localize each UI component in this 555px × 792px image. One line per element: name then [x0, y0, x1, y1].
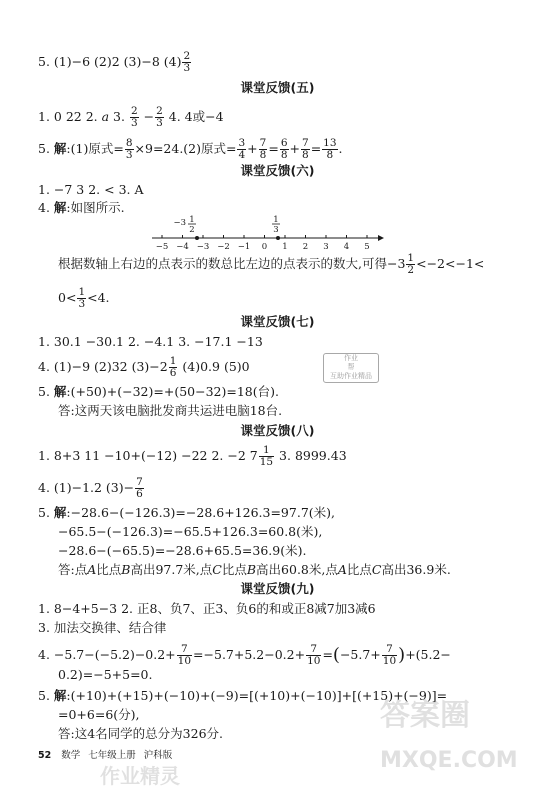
section-heading-9: 课堂反馈(九) — [240, 581, 315, 596]
plotted-point — [276, 236, 280, 240]
answer-line: 答:点A比点B高出97.7米,点C比点B高出60.8米,点A比点C高出36.9米. — [58, 562, 451, 577]
answer-line — [38, 51, 192, 74]
plotted-point — [195, 236, 199, 240]
watermark-bottom: 作业精灵 — [100, 764, 180, 788]
homework-stamp: 作业 帮 互助作业精品 — [323, 353, 379, 383]
number-line-tick-label: 4 — [343, 242, 350, 252]
fraction: $\frac{2}{3}$ — [130, 105, 138, 129]
answer-line: 答:这4名同学的总分为326分. — [58, 726, 223, 741]
answer-line: 5. 解:(1)原式= $\frac{8}{3}$ ×9=24.(2)原式= $\frac{3}{4}$ + $\frac{7}{8}$ = $\frac{6}{8}$ + $\frac{7}{8}$ = $\frac{13}{8}$ . — [38, 137, 343, 161]
answer-line: −28.6−(−65.5)=−28.6+65.5=36.9(米). — [58, 543, 307, 558]
page-footer — [38, 747, 172, 761]
point-label-num: 1 — [273, 215, 279, 225]
number-line-arrow — [378, 235, 384, 241]
number-line-tick-label: −3 — [196, 242, 210, 252]
answer-line: 3. 加法交换律、结合律 — [38, 620, 167, 635]
number-line-tick-label: 3 — [323, 242, 329, 252]
number-line-figure — [150, 214, 385, 254]
watermark-site: MXQE.COM — [380, 748, 518, 773]
answer-line: 5. 解:−28.6−(−126.3)=−28.6+126.3=97.7(米), — [38, 505, 335, 520]
number-line-tick-label: −5 — [155, 242, 169, 252]
answer-line: 根据数轴上右边的点表示的数总比左边的点表示的数大,可得−3 $\frac{1}{2}$ <−2<−1< — [58, 252, 485, 276]
edition-label: 沪科版 — [143, 750, 173, 761]
section-heading-8: 课堂反馈(八) — [240, 423, 315, 438]
grade-label: 七年级上册 — [88, 750, 136, 761]
answer-line: −65.5−(−126.3)=−65.5+126.3=60.8(米), — [58, 524, 323, 539]
answer-line: 1. 30.1 −30.1 2. −4.1 3. −17.1 −13 — [38, 334, 263, 349]
watermark-logo: 答案圈 — [380, 698, 470, 733]
number-line-tick-label: 5 — [364, 242, 370, 252]
point-label-num: 1 — [189, 215, 195, 225]
number-line-tick-label: 1 — [282, 242, 288, 252]
answer-line: =0+6=6(分), — [58, 707, 140, 722]
answer-line: 答:这两天该电脑批发商共运进电脑18台. — [58, 403, 283, 418]
answer-line: 1. 8+3 11 −10+(−12) −22 2. −2 7 $\frac{1}{15}$ 3. 8999.43 — [38, 444, 347, 468]
number-line-tick-label: 2 — [302, 242, 309, 252]
fraction: $\frac{2}{3}$ — [156, 105, 163, 129]
answer-line: 5. 解:(+50)+(−32)=+(50−32)=18(台). — [38, 384, 279, 399]
number-line-tick-label: −2 — [217, 242, 230, 252]
answer-line: 0< $\frac{1}{3}$ <4. — [58, 286, 110, 310]
answer-line: 5. 解:(+10)+(+15)+(−10)+(−9)=[(+10)+(−10)]+[(+15)+(−9)]= — [38, 688, 448, 703]
section-heading-6: 课堂反馈(六) — [240, 163, 315, 178]
section-heading-5: 课堂反馈(五) — [240, 80, 315, 95]
answer-line: 4. 解:如图所示. — [38, 200, 125, 215]
page-number: 52 — [38, 750, 52, 761]
point-label-den: 3 — [273, 225, 279, 235]
number-line-tick-label: 0 — [261, 242, 268, 252]
answer-line: 0.2)=−5+5=0. — [58, 667, 153, 682]
section-heading-7: 课堂反馈(七) — [240, 314, 315, 329]
answer-line: 4. (1)−1.2 (3)− $\frac{7}{6}$ — [38, 476, 143, 500]
answer-line: 4. −5.7−(−5.2)−0.2+ $\frac{7}{10}$ =−5.7+5.2−0.2+ $\frac{7}{10}$ =(−5.7+ $\frac{7}{10}$ )+(5.2− — [38, 643, 451, 667]
subject-label: 数学 — [61, 750, 81, 761]
point-label-whole: −3 — [173, 218, 186, 228]
number-line-tick-label: −4 — [176, 242, 189, 252]
answer-line: 1. 8−4+5−3 2. 正8、负7、正3、负6的和或正8减7加3减6 — [38, 601, 376, 616]
fraction: $\frac{2}{3}$ — [183, 50, 191, 74]
answer-line: 4. (1)−9 (2)32 (3)−2 $\frac{1}{6}$ (4)0.9 (5)0 — [38, 355, 250, 379]
answer-line: 1. 0 22 2. a 3. $\frac{2}{3}$ − $\frac{2}{3}$ 4. 4或−4 — [38, 105, 224, 129]
number-line-tick-label: −1 — [237, 242, 251, 252]
answer-text: 5. (1)−6 (2)2 (3)−8 (4) — [38, 54, 182, 69]
answer-line: 1. −7 3 2. < 3. A — [38, 182, 144, 197]
point-label-den: 2 — [189, 225, 195, 235]
